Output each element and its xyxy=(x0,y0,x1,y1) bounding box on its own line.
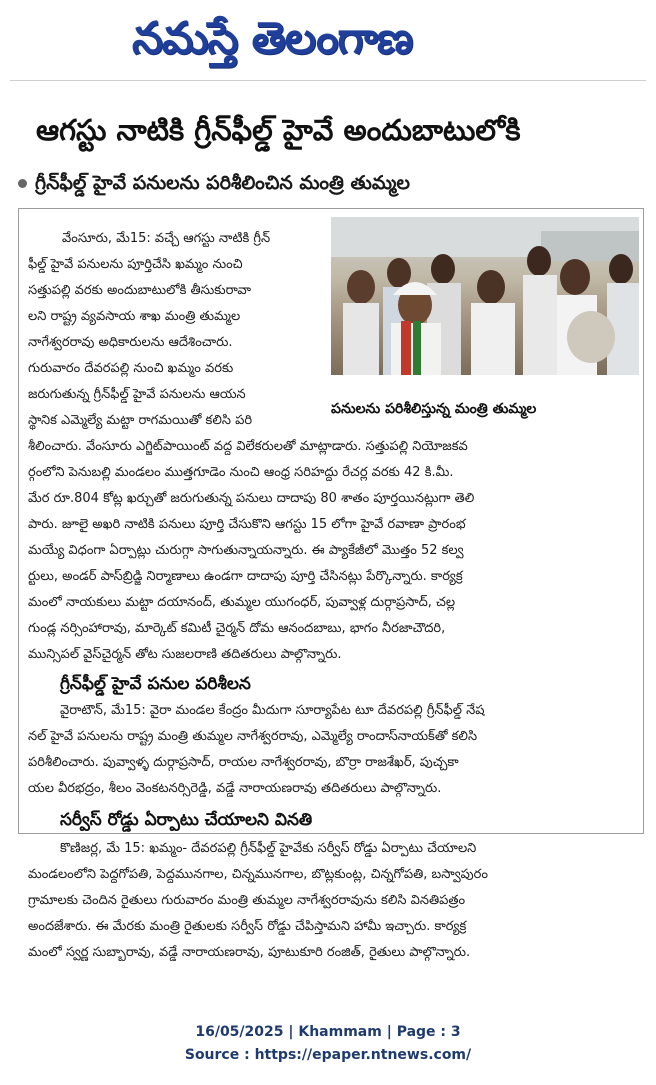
section3-line: మంలో స్వర్ణ సుబ్బారావు, వడ్డే నారాయణరావు, పూటుకూరి రంజిత్, రైతులు పాల్గొన్నారు. xyxy=(28,945,471,960)
section2-line: పరిశీలించారు. పువ్వాళ్ళ దుర్గాప్రసాద్, రాయల నాగేశ్వరరావు, బొర్రా రాజశేఖర్, పుచ్చకా xyxy=(28,755,459,770)
article1-line: ర్టులు, అండర్ పాస్‌బ్రిడ్జి నిర్మాణాలు ఉండగా దాదాపు పూర్తి చేసినట్లు పేర్కొన్నారు. కార్యక్ర xyxy=(28,569,463,584)
newspaper-masthead: నమస్తే తెలంగాణ xyxy=(132,13,413,64)
article-photo-block xyxy=(331,217,639,425)
article1-line: మంలో నాయకులు మట్టా దయానంద్, తుమ్మల యుగంధర్, పువ్వాళ్ల దుర్గాప్రసాద్, చల్ల xyxy=(28,595,456,610)
section3-line: గ్రామాలకు చెందిన రైతులు గురువారం మంత్రి తుమ్మల నాగేశ్వరరావును కలిసి వినతిపత్రం xyxy=(28,893,466,908)
article1-line: లని రాష్ట్ర వ్యవసాయ శాఖ మంత్రి తుమ్మల xyxy=(28,309,241,324)
footer-date-edition: 16/05/2025 | Khammam | Page : 3 xyxy=(195,1024,461,1040)
article1-line: జరుగుతున్న గ్రీన్‌ఫీల్డ్ హైవే పనులను ఆయన xyxy=(28,387,246,402)
article1-line: మేర రూ.804 కోట్ల ఖర్చుతో జరుగుతున్న పనులు దాదాపు 80 శాతం పూర్తయినట్లుగా తెలి xyxy=(28,491,475,506)
masthead-divider xyxy=(10,80,646,81)
article1-line: వేంసూరు, మే15: వచ్చే ఆగస్టు నాటికి గ్రీన్ xyxy=(62,231,271,246)
section3-line: కొణిజర్ల, మే 15: ఖమ్మం- దేవరపల్లి గ్రీన్‌ఫీల్డ్ హైవేకు సర్వీస్ రోడ్డు ఏర్పాటు చేయాలని xyxy=(60,841,477,856)
subheadline-text: గ్రీన్‌ఫీల్డ్ హైవే పనులను పరిశీలించిన మంత్రి తుమ్మల xyxy=(35,172,410,194)
article1-line: ఫీల్డ్ హైవే పనులను పూర్తిచేసి ఖమ్మం నుంచి xyxy=(28,257,243,272)
article1-line: గుండ్ల నర్సింహారావు, మార్కెట్ కమిటీ చైర్మన్ దోమ ఆనందబాబు, భాగం నీరజాచౌదరి, xyxy=(28,621,446,636)
section2-line: వైరాటౌన్, మే15: వైరా మండల కేంద్రం మీదుగా సూర్యాపేట టూ దేవరపల్లి గ్రీన్‌ఫీల్డ్ నేష xyxy=(60,703,485,718)
footer-source: Source : https://epaper.ntnews.com/ xyxy=(184,1047,472,1063)
article1-line: పారు. జూలై అఖరి నాటికి పనులు పూర్తి చేసుకొని ఆగస్టు 15 లోగా హైవే రవాణా ప్రారంభ xyxy=(28,517,466,532)
article1-line: శీలించారు. వేంసూరు ఎగ్జిట్‌పాయింట్ వద్ద విలేకరులతో మాట్లాడారు. సత్తుపల్లి నియోజకవ xyxy=(28,439,468,454)
bullet-icon xyxy=(18,179,27,188)
article1-line: ర్గంలోని పెనుబల్లి మండలం ముత్తగూడెం నుంచి ఆంధ్ర సరిహద్దు రేచర్ల వరకు 42 కి.మీ. xyxy=(28,465,454,480)
section2-line: నల్ హైవే పనులను రాష్ట్ర మంత్రి తుమ్మల నాగేశ్వరరావు, ఎమ్మెల్యే రాందాస్‌నాయక్‌తో కలిసి xyxy=(28,729,478,744)
section2-heading: గ్రీన్‌ఫీల్డ్ హైవే పనుల పరిశీలన xyxy=(60,674,251,694)
photo-caption: పనులను పరిశీలిస్తున్న మంత్రి తుమ్మల xyxy=(331,401,537,417)
article1-line: నాగేశ్వరరావు అధికారులను ఆదేశించారు. xyxy=(28,335,233,350)
section3-line: అందజేశారు. ఈ మేరకు మంత్రి రైతులకు సర్వీస్ రోడ్డు చేపిస్తామని హామీ ఇచ్చారు. కార్యక్ర xyxy=(28,919,467,934)
clipped-text-fragment xyxy=(68,94,138,102)
article1-line: మయ్యే విధంగా ఏర్పాట్లు చురుగ్గా సాగుతున్నాయన్నారు. ఈ ప్యాకేజీలో మొత్తం 52 కల్వ xyxy=(28,543,464,558)
article1-line: సత్తుపల్లి వరకు అందుబాటులోకి తీసుకురావా xyxy=(28,283,251,298)
crowd-photo-illustration xyxy=(331,217,639,375)
section2-line: యల వీరభద్రం, శీలం వెంకటనర్సిరెడ్డి, వడ్డే నారాయణరావు తదితరులు పాల్గొన్నారు. xyxy=(28,781,442,796)
section3-heading: సర్వీస్ రోడ్డు ఏర్పాటు చేయాలని వినతి xyxy=(60,810,313,830)
article-headline: ఆగస్టు నాటికి గ్రీన్‌ఫీల్డ్ హైవే అందుబాటులోకి xyxy=(36,113,521,147)
article1-line: స్థానిక ఎమ్మెల్యే మట్టా రాగమయితో కలిసి పరి xyxy=(28,413,253,428)
article-photo xyxy=(331,217,639,375)
section3-line: మండలంలోని పెద్దగోపతి, పెద్దమునగాల, చిన్నమునగాల, బొట్లకుంట్ల, చిన్నగోపతి, బస్వాపురం xyxy=(28,867,488,882)
article1-line: గురువారం దేవరపల్లి నుంచి ఖమ్మం వరకు xyxy=(28,361,234,376)
article1-line: మున్సిపల్ వైస్‌చైర్మన్ తోట సుజలరాణి తదితరులు పాల్గొన్నారు. xyxy=(28,647,342,662)
article-subheadline xyxy=(18,166,638,200)
